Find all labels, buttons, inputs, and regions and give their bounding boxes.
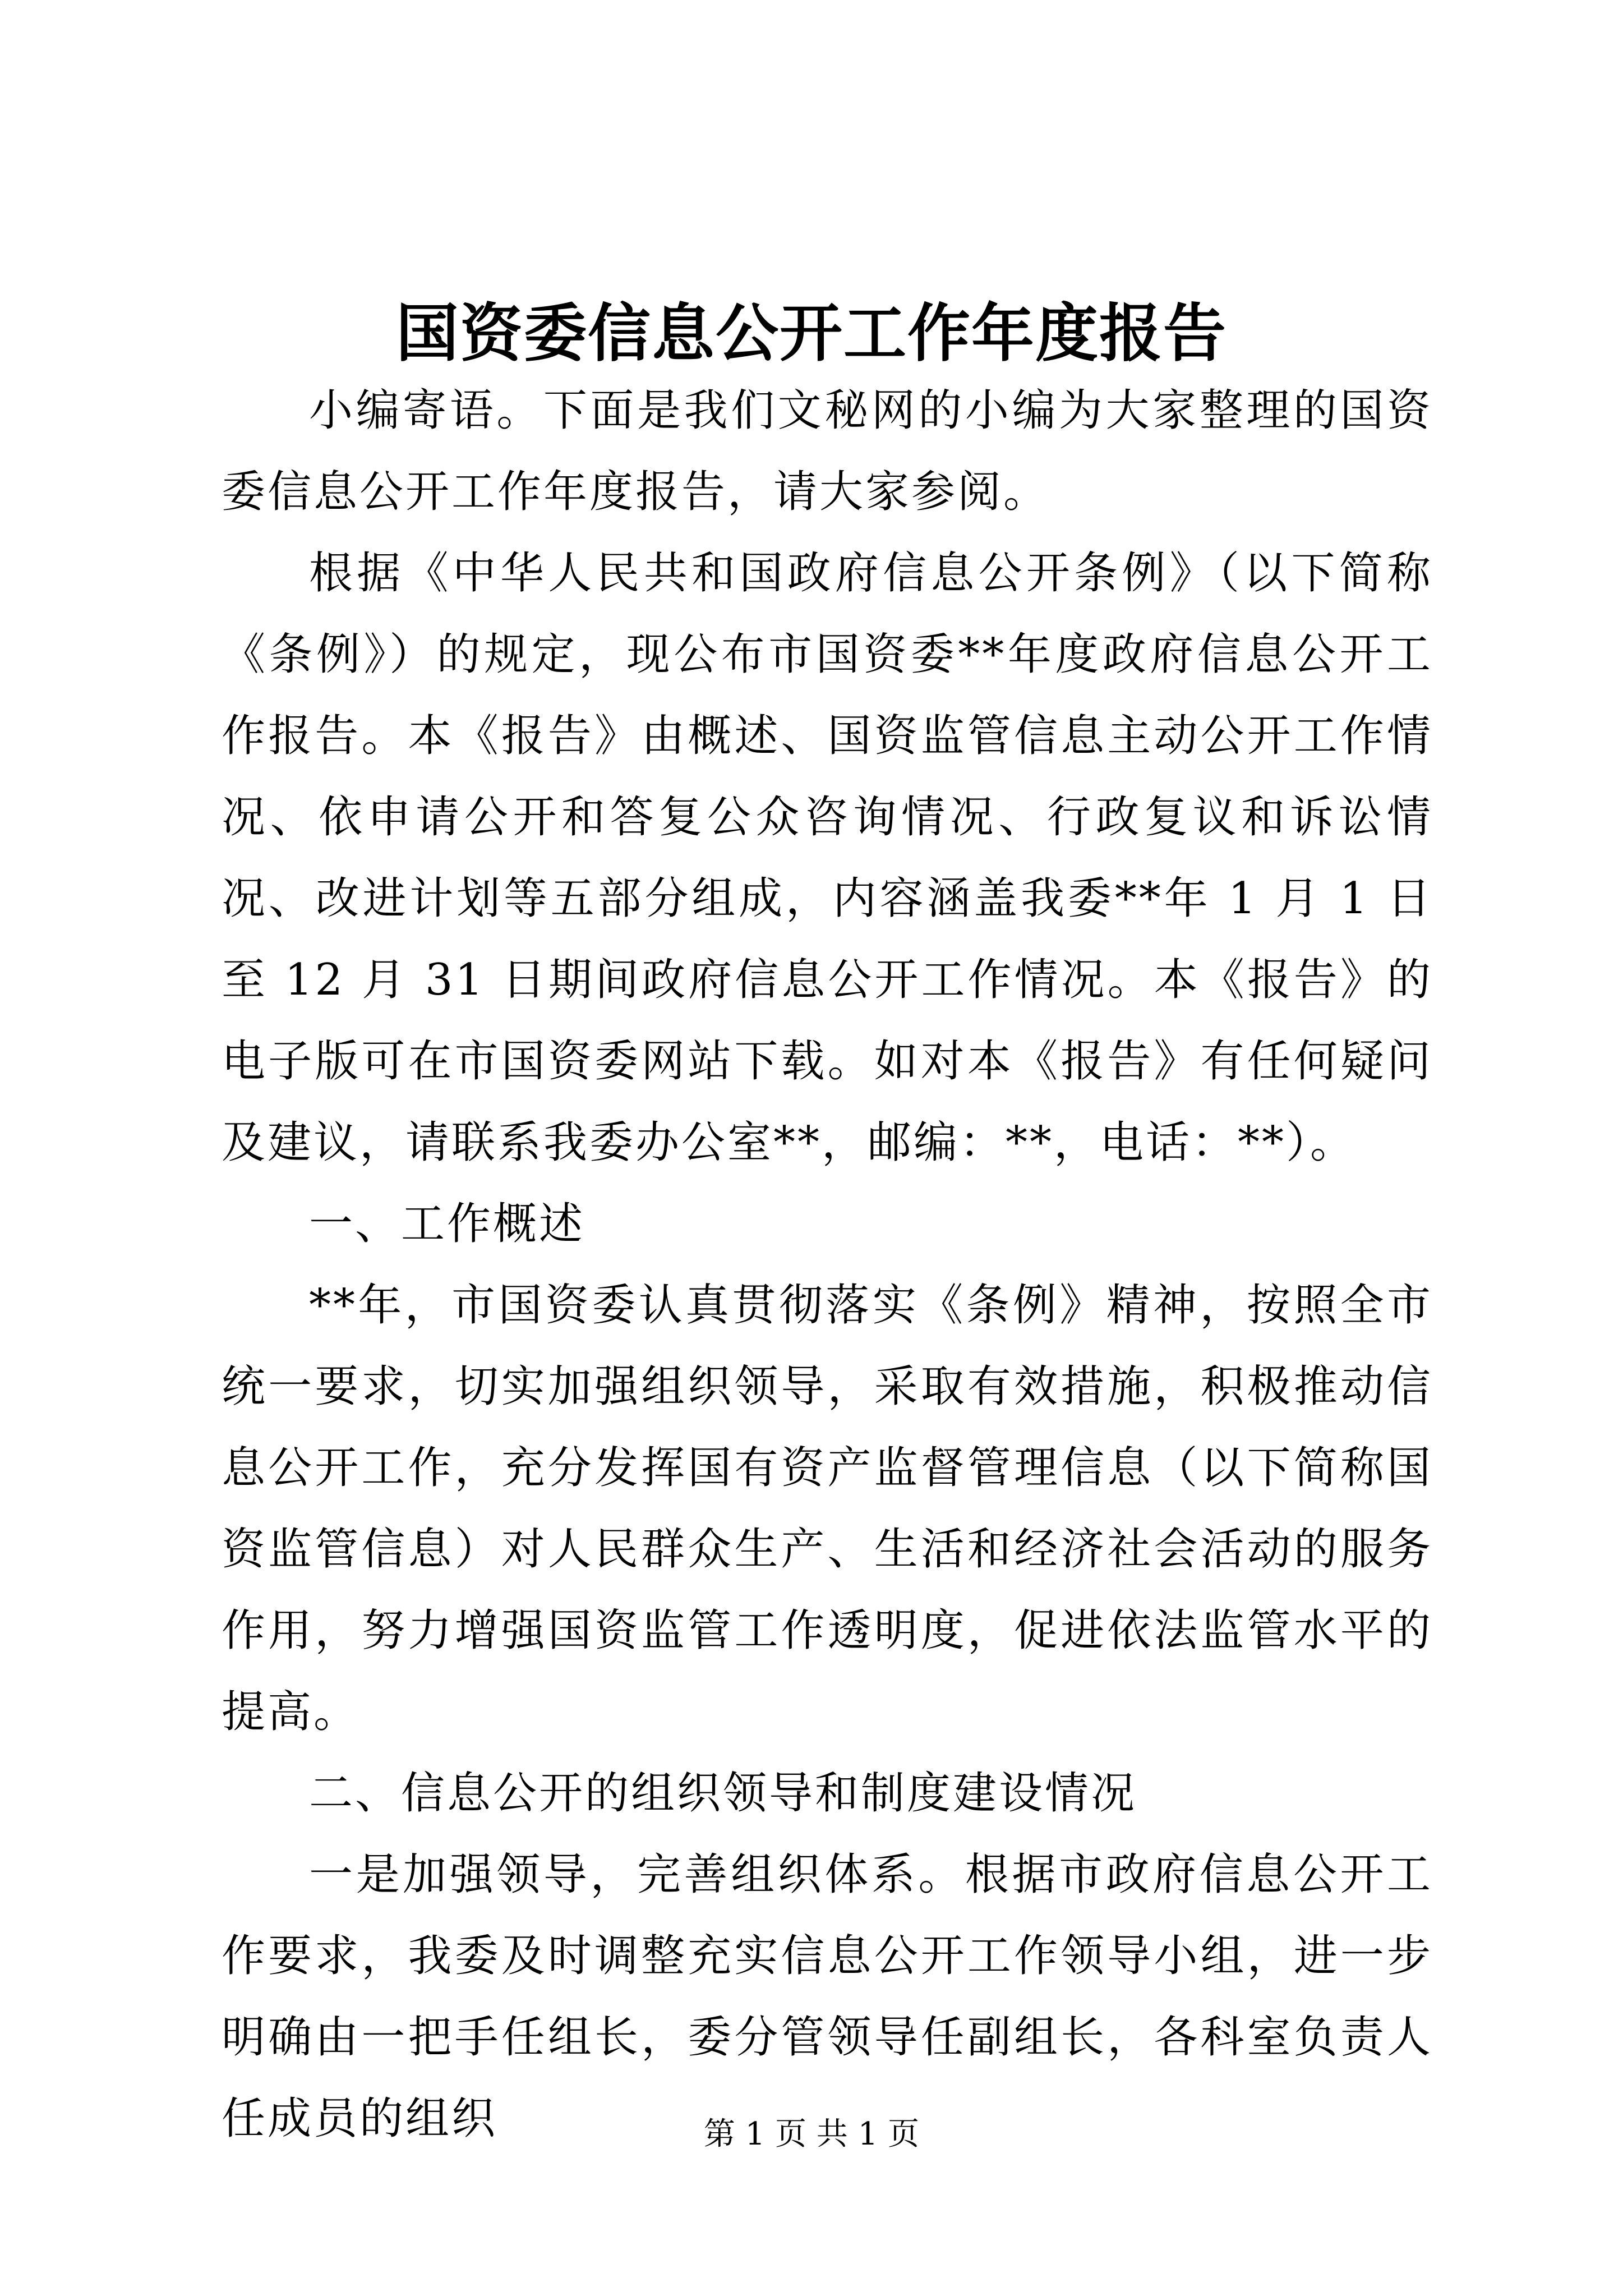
document-body <box>222 370 1433 2160</box>
section-heading-overview: 一、工作概述 <box>309 1199 585 1249</box>
paragraph-organization: 一是加强领导，完善组织体系。根据市政府信息公开工作要求，我委及时调整充实信息公开工作领导小组，进一步明确由一把手任组长，委分管领导任副组长，各科室负责人任成员的组织 <box>222 1849 1433 2144</box>
paragraph-overview: **年，市国资委认真贯彻落实《条例》精神，按照全市统一要求，切实加强组织领导，采取有效措施，积极推动信息公开工作，充分发挥国有资产监督管理信息（以下简称国资监管信息）对人民群众生产、生活和经济社会活动的服务作用，努力增强国资监管工作透明度，促进依法监管水平的提高。 <box>222 1280 1433 1737</box>
page-footer: 第 1 页 共 1 页 <box>703 2116 920 2152</box>
section-heading-organization: 二、信息公开的组织领导和制度建设情况 <box>309 1768 1137 1819</box>
paragraph-basis: 根据《中华人民共和国政府信息公开条例》（以下简称《条例》）的规定，现公布市国资委**年度政府信息公开工作报告。本《报告》由概述、国资监管信息主动公开工作情况、依申请公开和答复公众咨询情况、行政复议和诉讼情况、改进计划等五部分组成，内容涵盖我委**年 1 月 1 日至 12 月 31 日期间政府信息公开工作情况。本《报告》的电子版可在市国资委网站下载。如对本《报告》有任何疑问及建议，请联系我委办公室**，邮编：**，电话：**）。 <box>222 548 1433 1168</box>
document-title: 国资委信息公开工作年度报告 <box>396 297 1227 370</box>
paragraph-intro: 小编寄语。下面是我们文秘网的小编为大家整理的国资委信息公开工作年度报告，请大家参阅。 <box>222 385 1433 517</box>
